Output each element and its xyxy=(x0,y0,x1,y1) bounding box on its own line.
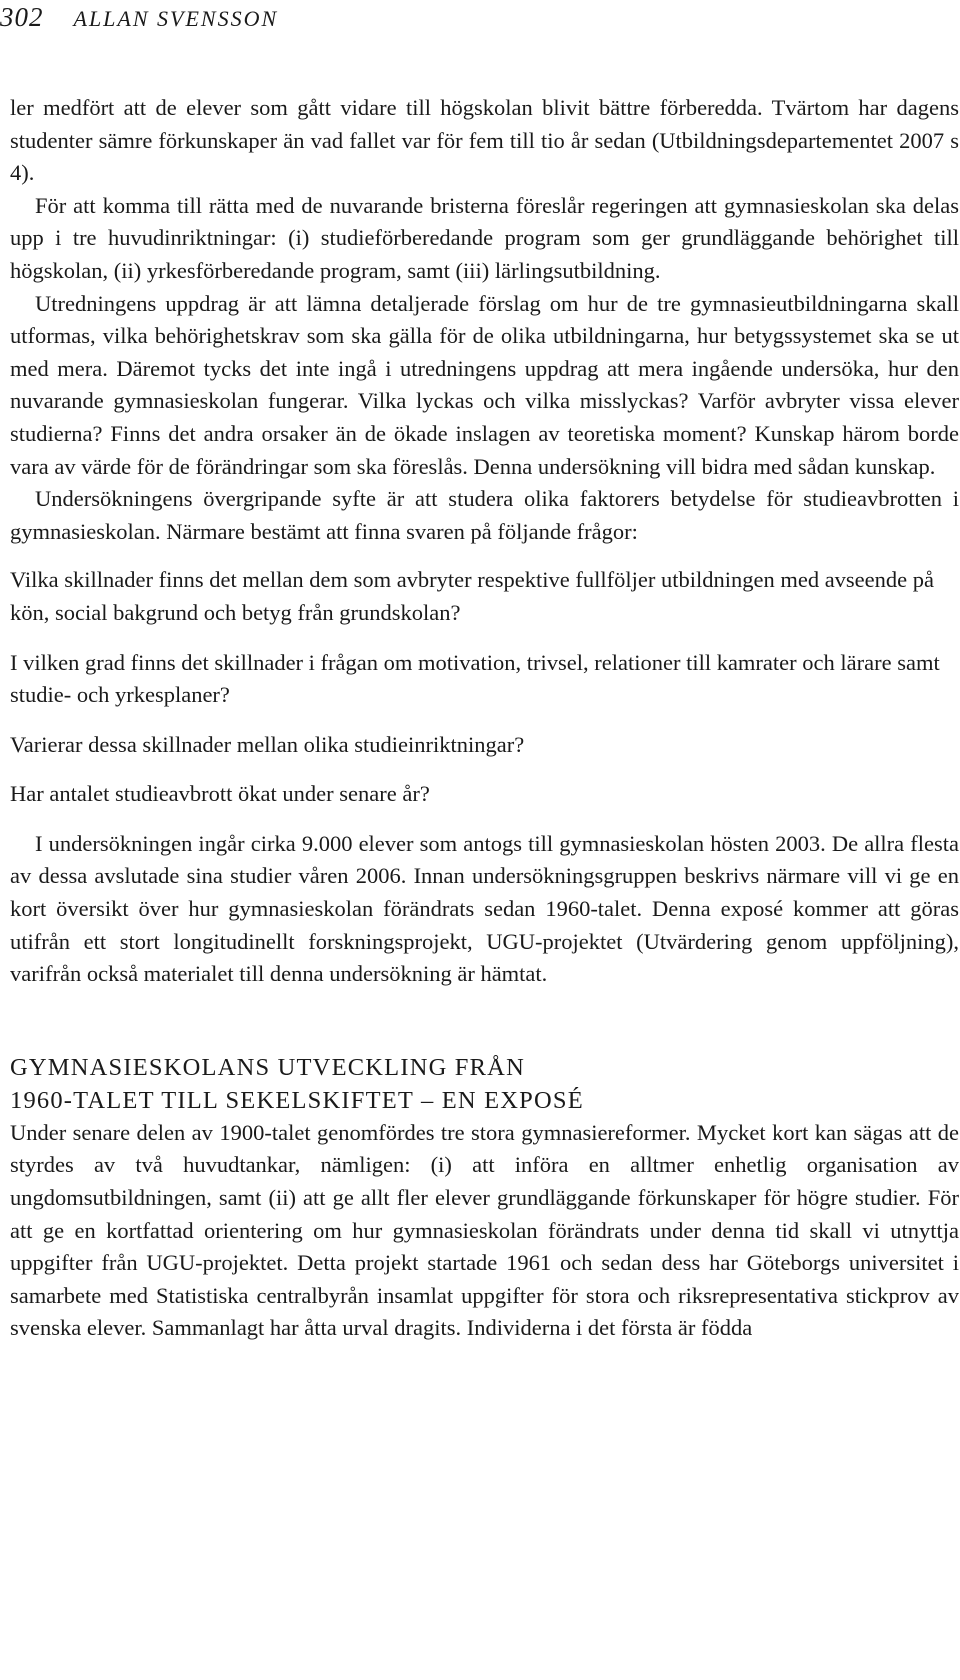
paragraph-4: Undersökningens övergripande syfte är att studera olika faktorers betydelse för studieavbrotten i gymnasieskolan. Närmare bestämt att finna svaren på följande frågor: xyxy=(10,486,959,544)
research-questions xyxy=(10,564,959,811)
paragraph-2: För att komma till rätta med de nuvarande bristerna föreslår regeringen att gymnasieskolan ska delas upp i tre huvudinriktningar: (i) studieförberedande program som ger grundläggande behörighet till högskolan, (ii) yrkesförberedande program, samt (iii) lärlingsutbildning. xyxy=(10,192,959,283)
page-number: 302 xyxy=(0,2,44,32)
section-heading-line-1: GYMNASIESKOLANS UTVECKLING FRÅN xyxy=(10,1053,525,1081)
paragraph-1: ler medfört att de elever som gått vidare till högskolan blivit bättre förberedda. Tvärtom har dagens studenter sämre förkunskaper än vad fallet var för fem till tio år sedan (Utbildningsdepartementet 2007 s 4). xyxy=(10,95,959,186)
research-question: I vilken grad finns det skillnader i frågan om motivation, trivsel, relationer till kamrater och lärare samt studie- och yrkesplaner? xyxy=(10,649,940,708)
paragraph-3: Utredningens uppdrag är att lämna detaljerade förslag om hur de tre gymnasieutbildningarna skall utformas, vilka behörighetskrav som ska gälla för de olika utbildningarna, hur betygssystemet ska se ut med mera. Däremot tycks det inte ingå i utredningens uppdrag att mera ingående undersöka, hur den nuvarande gymnasieskolan fungerar. Vilka lyckas och vilka misslyckas? Varför avbryter vissa elever studierna? Finns det andra orsaker än de ökade inslagen av teoretiska moment? Kunskap härom borde vara av värde för de förändringar som ska föreslås. Denna undersökning vill bidra med sådan kunskap. xyxy=(10,290,959,479)
paragraph-6: Under senare delen av 1900-talet genomfördes tre stora gymnasiereformer. Mycket kort kan sägas att de styrdes av två huvudtankar, nämligen: (i) att införa en alltmer enhetlig organisation av ungdomsutbildningen, samt (ii) att ge allt fler elever grundläggande förkunskaper för högre studier. För att ge en kortfattad orientering om hur gymnasieskolan förändrats under denna tid skall vi utnyttja uppgifter från UGU-projektet. Detta projekt startade 1961 och sedan dess har Göteborgs universitet i samarbete med Statistiska centralbyrån insamlat uppgifter för stora och riksrepresentativa stickprov av svenska elever. Sammanlagt har åtta urval dragits. Individerna i det första är födda xyxy=(10,1119,959,1341)
page-header xyxy=(0,2,278,32)
paragraph-5: I undersökningen ingår cirka 9.000 elever som antogs till gymnasieskolan hösten 2003. De allra flesta av dessa avslutade sina studier våren 2006. Innan undersökningsgruppen beskrivs närmare vill vi ge en kort översikt över hur gymnasieskolan förändrats sedan 1960-talet. Denna exposé kommer att göras utifrån ett stort longitudinellt forskningsprojekt, UGU-projektet (Utvärdering genom uppföljning), varifrån också materialet till denna undersökning är hämtat. xyxy=(10,830,959,987)
research-question: Har antalet studieavbrott ökat under senare år? xyxy=(10,781,430,807)
section-heading-line-2: 1960-TALET TILL SEKELSKIFTET – EN EXPOSÉ xyxy=(10,1086,584,1114)
research-question: Vilka skillnader finns det mellan dem som avbryter respektive fullföljer utbildningen med avseende på kön, social bakgrund och betyg från grundskolan? xyxy=(10,567,935,625)
research-question: Varierar dessa skillnader mellan olika studieinriktningar? xyxy=(10,731,525,757)
section-heading xyxy=(10,1051,959,1117)
running-head: ALLAN SVENSSON xyxy=(73,6,279,31)
document-body xyxy=(10,92,959,1345)
